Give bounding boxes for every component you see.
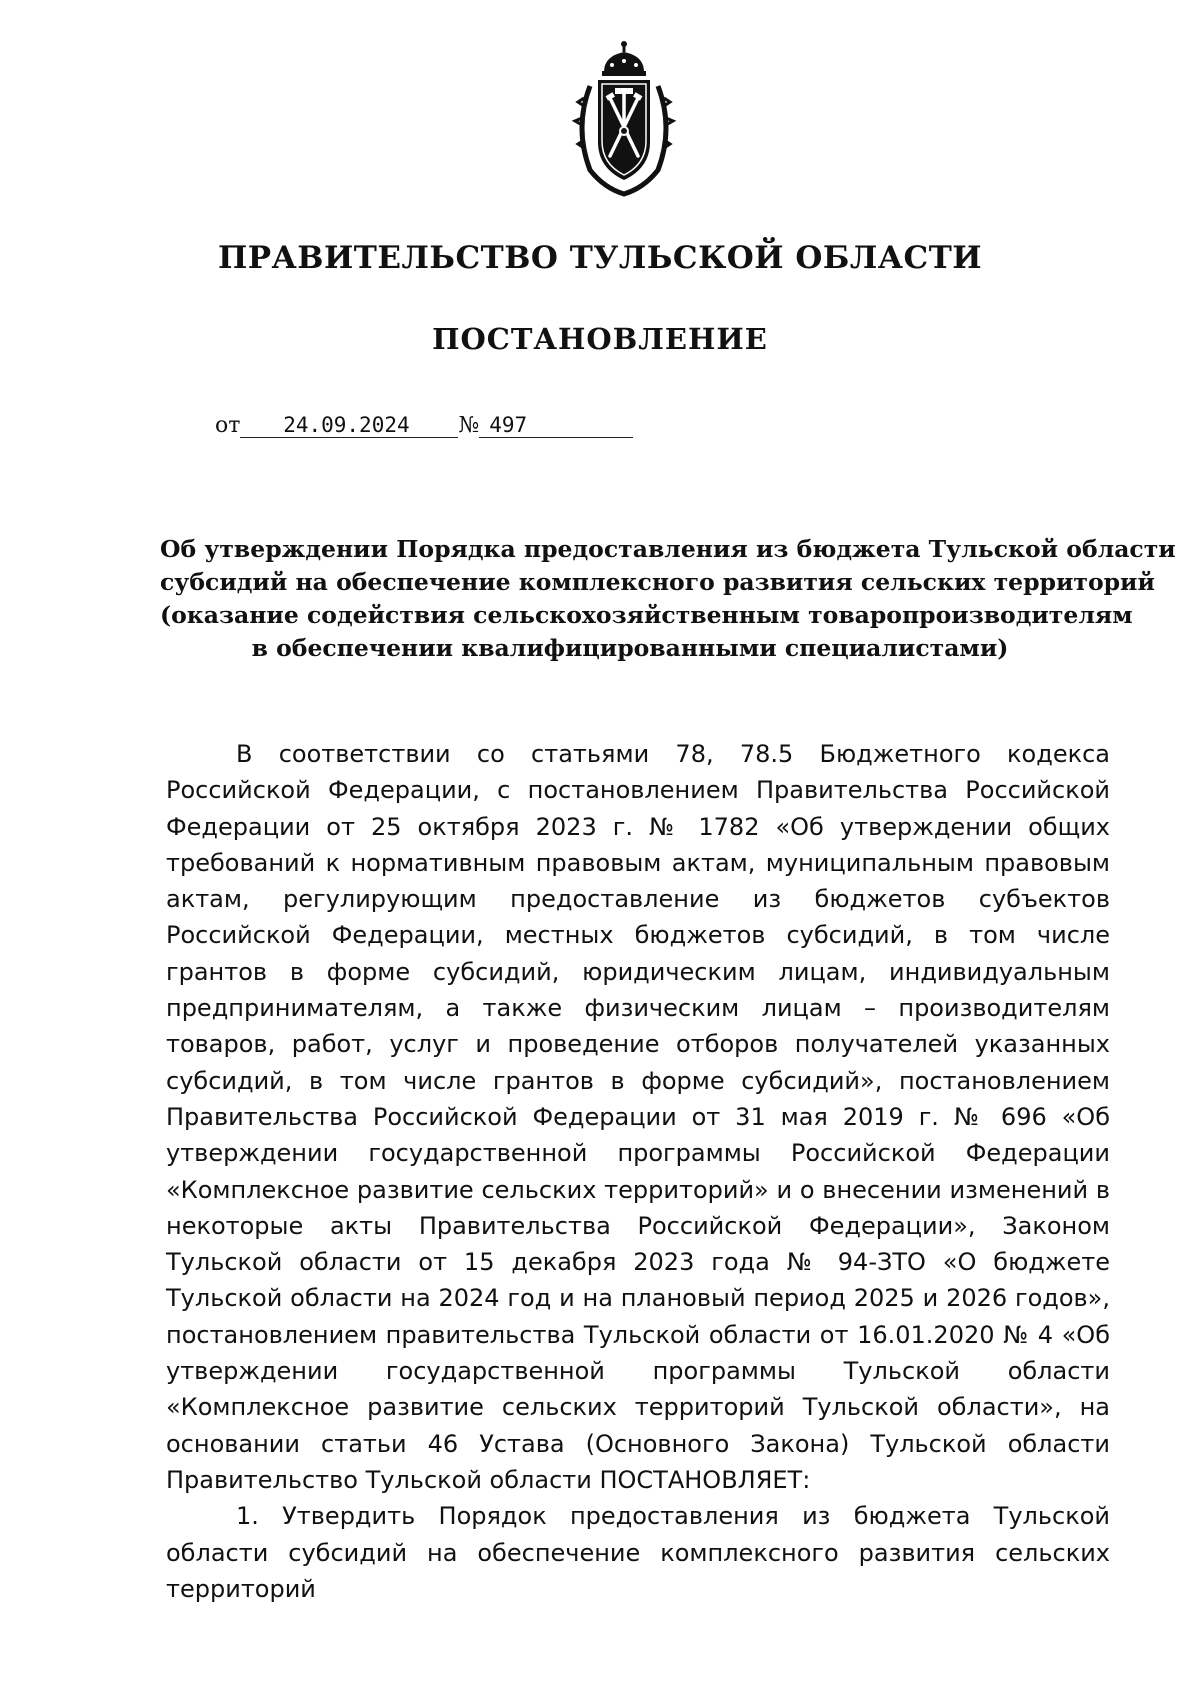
date-label: от xyxy=(215,413,241,438)
document-dateline xyxy=(215,413,633,438)
document-date: 24.09.2024 xyxy=(240,413,458,438)
number-label: № xyxy=(458,413,480,438)
document-number: 497 xyxy=(479,413,633,438)
document-type: ПОСТАНОВЛЕНИЕ xyxy=(432,322,768,356)
title-line: (оказание содействия сельскохозяйственным товаропроизводителям xyxy=(160,601,1133,629)
preamble-paragraph: В соответствии со статьями 78, 78.5 Бюджетного кодекса Российской Федерации, с постановлением Правительства Российской Федерации от 25 октября 2023 г. № 1782 «Об утверждении общих требований к нормативным правовым актам, муниципальным правовым актам, регулирующим предоставление из бюджетов субъектов Российской Федерации, местных бюджетов субсидий, в том числе грантов в форме субсидий, юридическим лицам, индивидуальным предпринимателям, а также физическим лицам – производителям товаров, работ, услуг и проведение отборов получателей указанных субсидий, в том числе грантов в форме субсидий», постановлением Правительства Российской Федерации от 31 мая 2019 г. № 696 «Об утверждении государственной программы Российской Федерации «Комплексное развитие сельских территорий» и о внесении изменений в некоторые акты Правительства Российской Федерации», Законом Тульской области от 15 декабря 2023 года № 94-ЗТО «О бюджете Тульской области на 2024 год и на плановый период 2025 и 2026 годов», постановлением правительства Тульской области от 16.01.2020 № 4 «Об утверждении государственной программы Тульской области «Комплексное развитие сельских территорий Тульской области», на основании статьи 46 Устава (Основного Закона) Тульской области Правительство Тульской области ПОСТАНОВЛЯЕТ: xyxy=(166,740,1110,1494)
title-line: субсидий на обеспечение комплексного развития сельских территорий xyxy=(160,568,1155,596)
title-line: Об утверждении Порядка предоставления из бюджета Тульской области xyxy=(160,535,1176,563)
document-body xyxy=(166,736,1110,1607)
document-title xyxy=(160,533,1176,665)
item-1-paragraph: 1. Утвердить Порядок предоставления из бюджета Тульской области субсидий на обеспечение комплексного развития сельских территорий xyxy=(166,1502,1110,1603)
tula-coat-of-arms-icon xyxy=(560,38,688,198)
title-line: в обеспечении квалифицированными специалистами) xyxy=(251,634,1009,662)
organization-name: ПРАВИТЕЛЬСТВО ТУЛЬСКОЙ ОБЛАСТИ xyxy=(217,240,983,276)
